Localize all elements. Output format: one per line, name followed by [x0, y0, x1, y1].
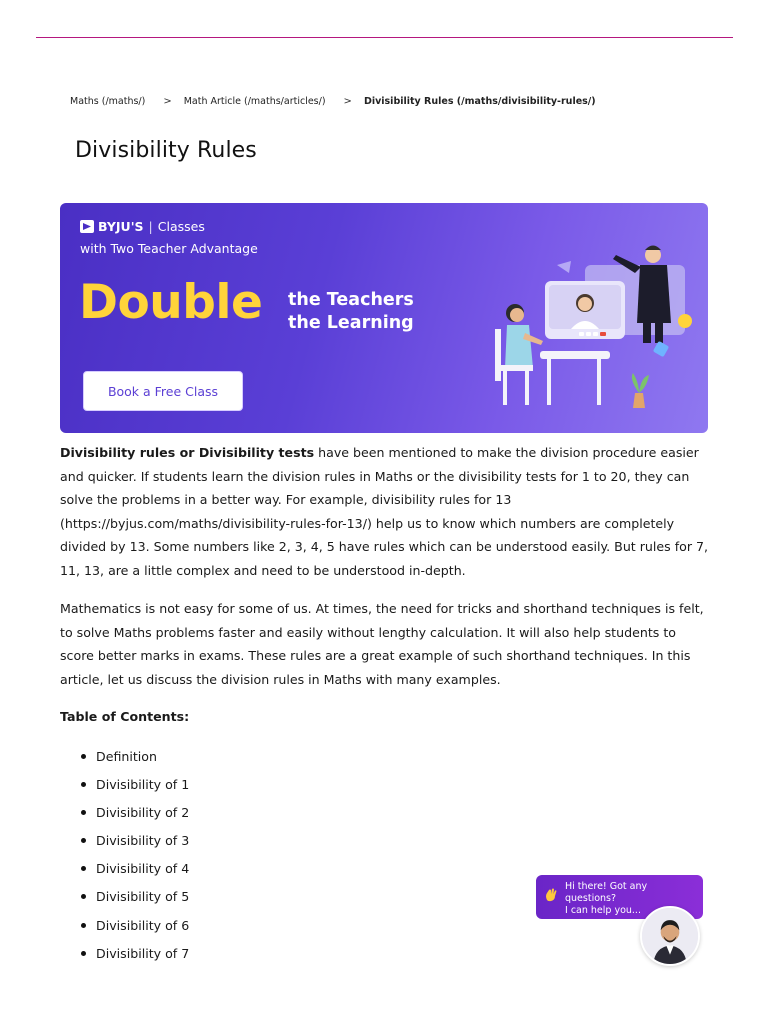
- banner-sub-line-1: the Teachers: [288, 290, 414, 310]
- toc-item-divisibility-4[interactable]: Divisibility of 4: [78, 857, 189, 885]
- chat-agent-avatar[interactable]: [640, 906, 700, 966]
- intro-paragraph: [60, 441, 710, 582]
- toc-item-definition[interactable]: Definition: [78, 745, 189, 773]
- toc-item-divisibility-2[interactable]: Divisibility of 2: [78, 801, 189, 829]
- intro-bold-lead: Divisibility rules or Divisibility tests: [60, 445, 315, 460]
- waving-hand-icon: [543, 887, 559, 903]
- brand-name: BYJU'S: [98, 219, 144, 234]
- person-icon: [642, 908, 698, 964]
- toc-item-divisibility-1[interactable]: Divisibility of 1: [78, 773, 189, 801]
- table-of-contents: [78, 745, 189, 970]
- toc-item-divisibility-5[interactable]: Divisibility of 5: [78, 885, 189, 913]
- breadcrumb-item-math-article[interactable]: Math Article (/maths/articles/): [183, 96, 326, 107]
- book-free-class-button[interactable]: Book a Free Class: [83, 371, 243, 411]
- banner-tagline: with Two Teacher Advantage: [80, 241, 258, 256]
- toc-title: Table of Contents:: [60, 709, 190, 724]
- header-divider: [36, 37, 733, 38]
- page-title: Divisibility Rules: [75, 138, 257, 163]
- banner-illustration: [485, 233, 705, 433]
- toc-item-divisibility-7[interactable]: Divisibility of 7: [78, 942, 189, 970]
- breadcrumb: [70, 96, 596, 107]
- promo-banner[interactable]: [60, 203, 708, 433]
- toc-item-divisibility-6[interactable]: Divisibility of 6: [78, 914, 189, 942]
- intro-paragraph-text: have been mentioned to make the division procedure easier and quicker. If students learn the division rules in Maths or the divisibility tests for 1 to 20, they can solve the problems in a better way. For example, divisibility rules for 13 (https://byjus.com/maths/divisibility-rules-for-13/) help us to know which numbers are completely divided by 13. Some numbers like 2, 3, 4, 5 have rules which can be understood easily. But rules for 7, 11, 13, are a little complex and need to be understood in-depth.: [60, 445, 709, 578]
- brand-suffix: Classes: [157, 219, 205, 234]
- chat-line-1: Hi there! Got any questions?: [565, 881, 648, 904]
- second-paragraph: Mathematics is not easy for some of us. At times, the need for tricks and shorthand techniques is felt, to solve Maths problems faster and easily without lengthy calculation. It will also help students to score better marks in exams. These rules are a great example of such shorthand techniques. In this article, let us discuss the division rules in Maths with many examples.: [60, 601, 704, 687]
- brand-logo: BYJU'S | Classes: [80, 219, 205, 234]
- chevron-right-icon: >: [343, 96, 352, 107]
- banner-headline: Double: [79, 275, 263, 330]
- chevron-right-icon: >: [163, 96, 172, 107]
- breadcrumb-item-current[interactable]: Divisibility Rules (/maths/divisibility-rules/): [363, 96, 596, 107]
- banner-subheadline: [288, 289, 414, 335]
- toc-item-divisibility-3[interactable]: Divisibility of 3: [78, 829, 189, 857]
- chat-line-2: I can help you...: [565, 905, 641, 916]
- byjus-logo-icon: [80, 220, 94, 233]
- breadcrumb-item-maths[interactable]: Maths (/maths/): [70, 96, 146, 107]
- banner-sub-line-2: the Learning: [288, 313, 414, 333]
